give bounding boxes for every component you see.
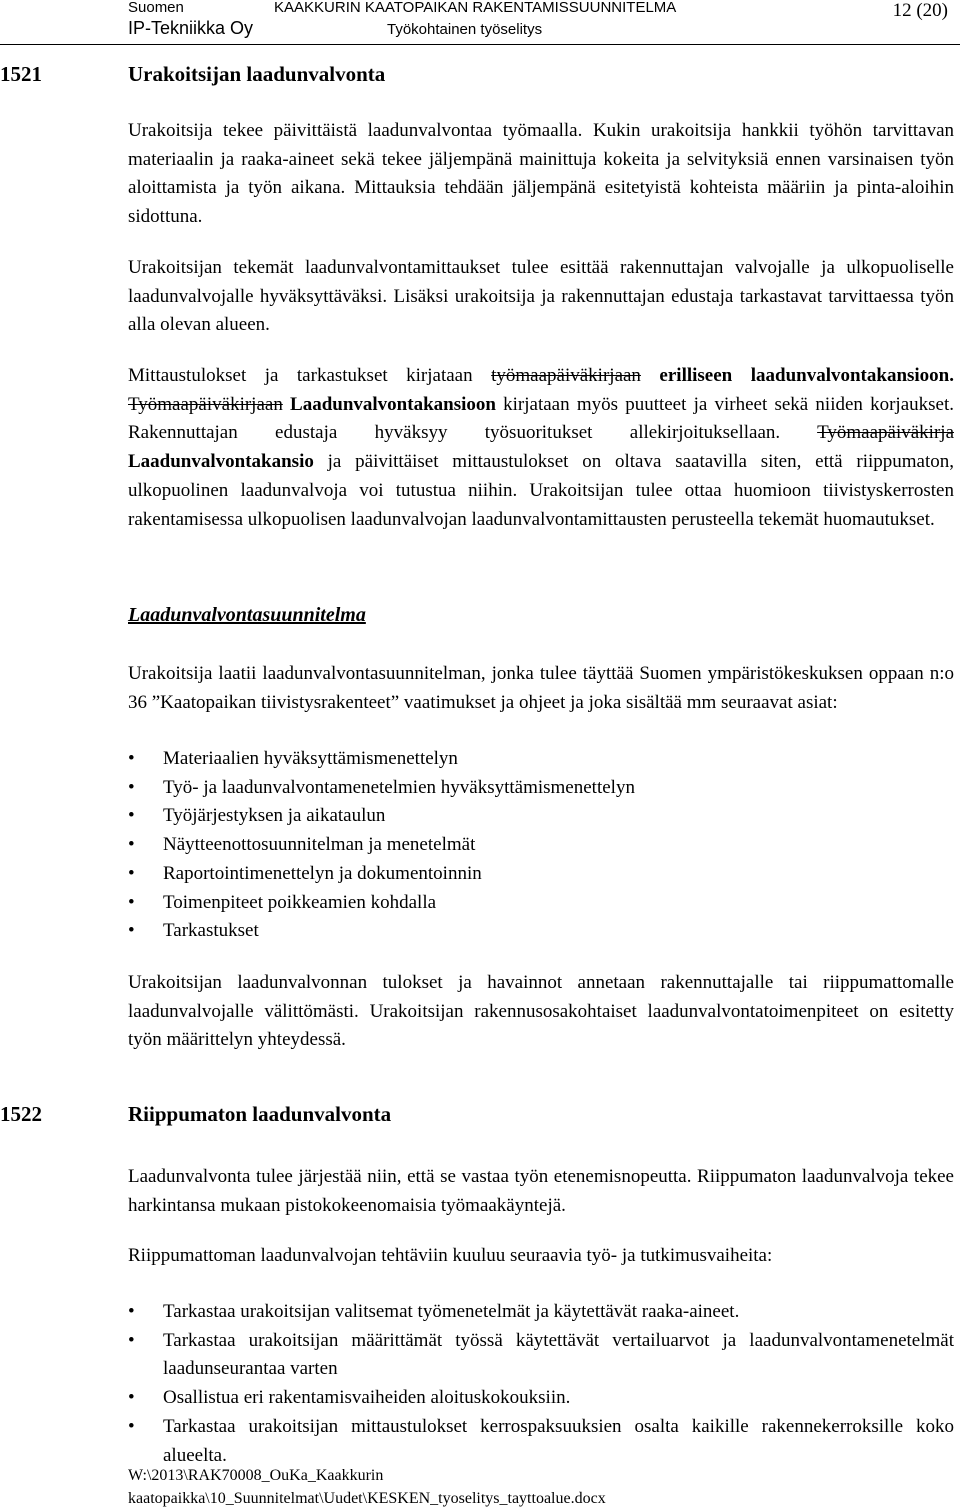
list-item: • Materiaalien hyväksyttämismenettelyn [128, 745, 954, 774]
subsection-title: Laadunvalvontasuunnitelma [128, 604, 366, 626]
paragraph-recording-results: Mittaustulokset ja tarkastukset kirjataan työmaapäiväkirjaan erilliseen laadunvalvontakansioon. Työmaapäiväkirjaan Laadunvalvontakansioon kirjataan myös puutteet ja virheet sekä niiden korjaukset. Rakennuttajan edustaja hyväksyy työsuoritukset allekirjoituksellaan. Työmaapäiväkirja Laadunvalvontakansio ja päivittäiset mittaustulokset on oltava saatavilla siten, että riippumaton, ulkopuolinen laadunvalvoja voi tutustua niihin. Urakoitsijan tulee ottaa huomioon tiivistyskerrosten rakentamisessa ulkopuolisen laadunvalvojan laadunvalvontamittausten perusteella tekemät huomautukset. [128, 365, 954, 530]
list-item: • Näytteenottosuunnitelman ja menetelmät [128, 831, 954, 860]
inserted-text: Laadunvalvontakansioon [282, 393, 496, 415]
header-document-subtitle: Työkohtainen työselitys [387, 21, 543, 38]
header-org: Suomen [128, 0, 184, 16]
plan-contents-list [128, 745, 954, 946]
section-title: Riippumaton laadunvalvonta [128, 1102, 392, 1126]
bullet-icon: • [128, 805, 135, 827]
paragraph-independent-tasks-intro: Riippumattoman laadunvalvojan tehtäviin kuuluu seuraavia työ- ja tutkimusvaiheita: [128, 1245, 773, 1266]
section-number: 1521 [0, 62, 42, 86]
paragraph-plan-outro: Urakoitsijan laadunvalvonnan tulokset ja havainnot annetaan rakennuttajalle tai riippumattomalle laadunvalvojalle välittömästi. Urakoitsijan rakennusosakohtaiset laadunvalvontatoimenpiteet on esitetty työn määrittelyn yhteydessä. [128, 972, 954, 1051]
section-title: Urakoitsijan laadunvalvonta [128, 62, 386, 86]
list-item: • Tarkastaa urakoitsijan valitsemat työmenetelmät ja käytettävät raaka-aineet. [128, 1298, 954, 1327]
independent-tasks-list [128, 1298, 954, 1470]
paragraph-daily-quality-control: Urakoitsija tekee päivittäistä laadunvalvontaa työmaalla. Kukin urakoitsija hankkii työhön tarvittavan materiaalin ja raaka-aineet sekä tekee jäljempänä mainittuja kokeita ja selvityksiä ennen varsinaisen työn aloittamista ja työn aikana. Mittauksia tehdään jäljempänä esitetyistä kohteista määriin ja pinta-aloihin sidottuna. [128, 120, 954, 228]
list-item: • Tarkastaa urakoitsijan määrittämät työssä käytettävät vertailuarvot ja laadunvalvontamenetelmät laadunseurantaa varten [128, 1327, 954, 1384]
bullet-icon: • [128, 920, 135, 942]
list-item: • Tarkastaa urakoitsijan mittaustulokset kerrospaksuuksien osalta kaikille rakennekerroksille koko alueelta. [128, 1413, 954, 1470]
list-item: • Työ- ja laadunvalvontamenetelmien hyväksyttämismenettelyn [128, 774, 954, 803]
page-number: 12 (20) [892, 0, 948, 21]
paragraph-measurements-approval: Urakoitsijan tekemät laadunvalvontamittaukset tulee esittää rakennuttajan valvojalle ja ulkopuoliselle laadunvalvojalle hyväksyttäväksi. Lisäksi urakoitsija ja rakennuttajan edustaja tarkastavat tarvittaessa työn alla olevan alueen. [128, 257, 954, 336]
list-item: • Työjärjestyksen ja aikataulun [128, 802, 954, 831]
list-item: • Osallistua eri rakentamisvaiheiden aloituskokouksiin. [128, 1384, 954, 1413]
bullet-icon: • [128, 891, 135, 913]
bullet-icon: • [128, 1415, 135, 1437]
bullet-icon: • [128, 862, 135, 884]
list-item: • Raportointimenettelyn ja dokumentoinnin [128, 860, 954, 889]
struck-text: Työmaapäiväkirja [817, 422, 954, 444]
footer-file-path-line2: kaatopaikka\10_Suunnitelmat\Uudet\KESKEN_tyoselitys_tayttoalue.docx [128, 1490, 606, 1507]
section-number: 1522 [0, 1102, 42, 1126]
struck-text: Työmaapäiväkirjaan [128, 393, 283, 415]
bullet-icon: • [128, 1387, 135, 1409]
header-rule [0, 44, 960, 45]
inserted-text: Laadunvalvontakansio [128, 451, 314, 473]
paragraph-independent-qc: Laadunvalvonta tulee järjestää niin, että se vastaa työn etenemisnopeutta. Riippumaton laadunvalvoja tekee harkintansa mukaan pistokokeenomaisia työmaakäyntejä. [128, 1166, 954, 1216]
bullet-icon: • [128, 776, 135, 798]
list-item: • Tarkastukset [128, 917, 954, 946]
list-item: • Toimenpiteet poikkeamien kohdalla [128, 889, 954, 918]
paragraph-plan-intro: Urakoitsija laatii laadunvalvontasuunnitelman, jonka tulee täyttää Suomen ympäristökeskuksen oppaan n:o 36 ”Kaatopaikan tiivistysrakenteet” vaatimukset ja ohjeet ja joka sisältää mm seuraavat asiat: [128, 663, 954, 713]
bullet-icon: • [128, 1301, 135, 1322]
bullet-icon: • [128, 1329, 135, 1351]
inserted-text: erilliseen laadunvalvontakansioon. [640, 365, 954, 386]
header-company: IP-Tekniikka Oy [128, 18, 254, 38]
struck-text: työmaapäiväkirjaan [491, 365, 641, 386]
header-document-title: KAAKKURIN KAATOPAIKAN RAKENTAMISSUUNNITELMA [274, 0, 677, 16]
bullet-icon: • [128, 748, 135, 769]
bullet-icon: • [128, 834, 135, 856]
footer-file-path-line1: W:\2013\RAK70008_OuKa_Kaakkurin [128, 1467, 384, 1484]
